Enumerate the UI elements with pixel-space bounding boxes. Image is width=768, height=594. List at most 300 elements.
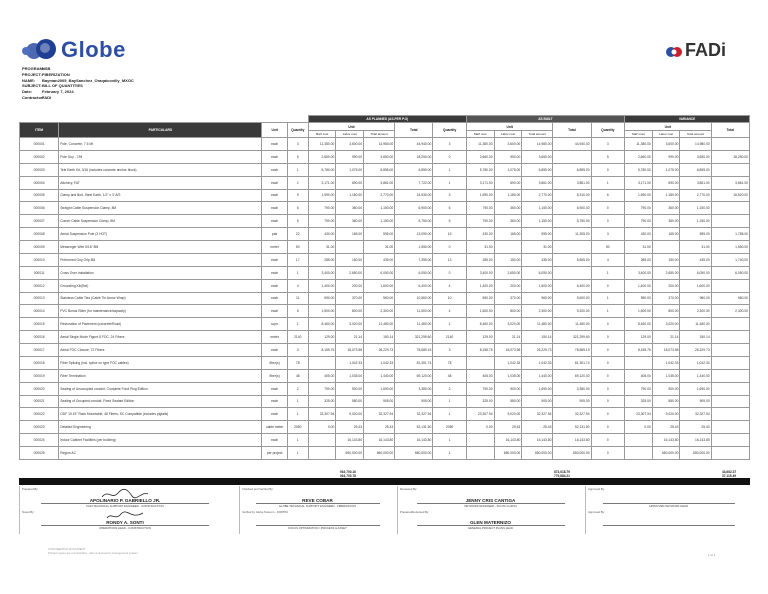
cell-ptot: 3,380.00 [395, 382, 433, 395]
cell-vt: 3,861.00 [680, 176, 711, 189]
cell-bm: 0.00 [466, 421, 494, 434]
cell-bq: 1 [433, 447, 467, 460]
cell-pt: 1,150.00 [364, 215, 395, 228]
cell-vm: 790.00 [625, 215, 653, 228]
cell-bm: 5,780.00 [466, 163, 494, 176]
signature-approved [585, 486, 751, 534]
cell-vm: 129.00 [625, 331, 653, 344]
meta-row [22, 95, 134, 101]
cell-vm: 790.00 [625, 202, 653, 215]
cell-part: Stainless Cable Ties (Cable Tie Armor Wrap) [59, 292, 262, 305]
cell-pt: 1,150.00 [364, 202, 395, 215]
meta-value: FIBERIZATION [42, 71, 70, 77]
cell-part: Fiber Splicing (incl. splice on type FOC cables) [59, 356, 262, 369]
cell-pl: 9,020.00 [336, 408, 364, 421]
cell-vtot: 3,861.00 [711, 176, 749, 189]
cell-btot: 16,143.80 [553, 434, 591, 447]
cell-bt: 6,050.00 [522, 266, 553, 279]
cell-pl: 1,075.00 [336, 163, 364, 176]
cell-bm: 790.00 [466, 215, 494, 228]
cell-vtot [711, 215, 749, 228]
table-body [20, 138, 750, 460]
cell-vl: 3,020.00 [652, 318, 680, 331]
cell-vl: 21.14 [652, 331, 680, 344]
cell-vl: 650,000.00 [652, 447, 680, 460]
cell-bt: 3,861.00 [522, 176, 553, 189]
cell-pq: 1 [287, 395, 308, 408]
cell-bl: 360.00 [494, 215, 522, 228]
bill-of-quantities-table [19, 115, 750, 460]
signature-block [19, 486, 750, 536]
cell-unit: each [262, 382, 287, 395]
cell-pm: 2,660.00 [308, 150, 336, 163]
cell-ptot: 6,855.00 [395, 163, 433, 176]
cell-item: 000025 [20, 447, 59, 460]
cell-ptot: 650,000.00 [395, 447, 433, 460]
cell-bl [494, 241, 522, 254]
cell-vm [625, 434, 653, 447]
built-total-amount-header: Total amount [522, 131, 553, 138]
cell-bm: 31.00 [466, 241, 494, 254]
table-row [20, 305, 750, 318]
cell-bt: 16,143.80 [522, 434, 553, 447]
cell-pm: 790.00 [308, 382, 336, 395]
cell-pl: 3,020.00 [336, 318, 364, 331]
table-row [20, 408, 750, 421]
cell-part: Aerial FOC Closure, 72 Fibers [59, 344, 262, 357]
cell-part: PVC Bonus Rider (for maintenance/capacity) [59, 305, 262, 318]
table-row [20, 421, 750, 434]
cell-vt: 435.00 [680, 253, 711, 266]
cell-bl: 900.00 [494, 382, 522, 395]
cell-pm: 23,307.94 [308, 408, 336, 421]
cell-vm [625, 447, 653, 460]
cell-vt: 6,050.00 [680, 266, 711, 279]
cell-btot [553, 266, 591, 279]
cell-bt: 31.00 [522, 241, 553, 254]
cell-part: Sealing of Occupied conduit, Fixed Sealant Edition [59, 395, 262, 408]
cell-pt: 905.00 [364, 395, 395, 408]
table-row [20, 434, 750, 447]
cell-vtot [711, 382, 749, 395]
cell-bt: 1,600.00 [522, 279, 553, 292]
cell-vl: 690.00 [652, 176, 680, 189]
cell-item: 000001 [20, 138, 59, 151]
cell-pm: 790.00 [308, 215, 336, 228]
cell-unit: fiber(s) [262, 356, 287, 369]
cell-item: 000006 [20, 202, 59, 215]
cell-vtot [711, 318, 749, 331]
cell-unit: each [262, 215, 287, 228]
cell-bt: 150.14 [522, 331, 553, 344]
built-unit-cost-header: Unit [466, 123, 553, 131]
totals [0, 470, 768, 486]
cell-vtot [711, 356, 749, 369]
fadi-logo [666, 40, 726, 61]
cell-vq: 0 [591, 356, 625, 369]
cell-bm: 405.00 [466, 369, 494, 382]
unit-column-header: Unit [262, 123, 287, 138]
cell-btot: 11,480.00 [553, 318, 591, 331]
cell-bl: 165.00 [494, 228, 522, 241]
signature-caption: Verified by Globe Telecom - FDP/PM: [242, 510, 289, 514]
cell-bl: 2,650.00 [494, 266, 522, 279]
cell-pq: 3 [287, 138, 308, 151]
cell-pq: 1 [287, 447, 308, 460]
cell-vt: 595.00 [680, 228, 711, 241]
cell-pt: 650,000.00 [364, 447, 395, 460]
cell-vq: 0 [591, 318, 625, 331]
cell-vl: 900.00 [652, 382, 680, 395]
cell-bl: 1,035.00 [494, 369, 522, 382]
planned-total-header: Total [395, 123, 433, 138]
cell-vm: 3,171.00 [625, 176, 653, 189]
cell-pt: 2,300.00 [364, 305, 395, 318]
cell-vm: 1,500.00 [625, 305, 653, 318]
cell-pm: 325.00 [308, 395, 336, 408]
cell-vt: 650,000.00 [680, 447, 711, 460]
as-planned-header: AS PLANNED (AS-PER P.O) [308, 116, 466, 123]
cell-bl: 650,000.00 [494, 447, 522, 460]
cell-bt: 1,440.00 [522, 369, 553, 382]
cell-pl: 150.00 [336, 253, 364, 266]
cell-pl: 990.00 [336, 150, 364, 163]
cell-pl: 580.00 [336, 395, 364, 408]
signature-title: FOCUS OPTIMIZATION / PROCESS & ASSET [288, 526, 347, 530]
cell-unit: pair [262, 228, 287, 241]
cell-vm: 8,460.00 [625, 318, 653, 331]
meta-value: FADI [42, 94, 52, 100]
cell-pt: 1,042.33 [364, 356, 395, 369]
cell-vq: 1 [591, 176, 625, 189]
cell-vq: 0 [591, 202, 625, 215]
cell-bm: 23,307.94 [466, 408, 494, 421]
cell-vm: 590.00 [625, 292, 653, 305]
cell-pm: 3,171.00 [308, 176, 336, 189]
signature-caption: Approved By: [588, 487, 605, 491]
cell-ptot: 18,250.00 [395, 150, 433, 163]
cell-vtot: 1,740.00 [711, 253, 749, 266]
cell-bm: 3,400.00 [466, 266, 494, 279]
cell-bl: 1,042.33 [494, 356, 522, 369]
cell-pl: 21.14 [336, 331, 364, 344]
cell-vl: 200.00 [652, 279, 680, 292]
cell-bm [466, 356, 494, 369]
cell-unit: each [262, 176, 287, 189]
built-total-1: 873,018.79 [554, 470, 570, 474]
cell-btot: 11,305.00 [553, 228, 591, 241]
cell-bl: 690.00 [494, 176, 522, 189]
table-row [20, 279, 750, 292]
cell-vtot [711, 408, 749, 421]
cell-pt: 2,770.00 [364, 189, 395, 202]
fadi-logo-icon [666, 45, 682, 57]
cell-pt: 32,327.94 [364, 408, 395, 421]
built-labor-header: Labor cost [494, 131, 522, 138]
variance-total-header: Total [711, 123, 749, 138]
cell-ptot: 6,900.00 [395, 202, 433, 215]
cell-vt: 31.00 [680, 241, 711, 254]
cell-vtot [711, 163, 749, 176]
cell-pl: 650,000.00 [336, 447, 364, 460]
table-row [20, 163, 750, 176]
cell-unit: each [262, 266, 287, 279]
table-row [20, 395, 750, 408]
cell-item: 000002 [20, 150, 59, 163]
cell-pm [308, 447, 336, 460]
cell-bt: 26,229.73 [522, 344, 553, 357]
cell-bm: 8,460.00 [466, 318, 494, 331]
cell-ptot: 81,301.74 [395, 356, 433, 369]
cell-item: 000018 [20, 356, 59, 369]
cell-vq: 5 [591, 150, 625, 163]
planned-total-amount-header: Total amount [364, 131, 395, 138]
cell-bt: 595.00 [522, 228, 553, 241]
cell-part: Corner Cable Suspension Clamp, 8M [59, 215, 262, 228]
cell-ptot: 321,299.60 [395, 331, 433, 344]
cell-pt: 16,143.80 [364, 434, 395, 447]
meta-value: Bayman2005_BaySanchez_Oraqaicovilly_MXOC [42, 77, 134, 83]
built-total-header: Total [553, 123, 591, 138]
cell-pl: 165.00 [336, 228, 364, 241]
cell-vq: 1 [591, 305, 625, 318]
cell-bl: 580.00 [494, 395, 522, 408]
cell-vl: 800.00 [652, 305, 680, 318]
cell-part: Indoor Cabinet Facilities (per building) [59, 434, 262, 447]
cell-item: 000011 [20, 266, 59, 279]
cell-unit: each [262, 138, 287, 151]
cell-item: 000020 [20, 382, 59, 395]
cell-pq: 9 [287, 189, 308, 202]
cell-item: 000024 [20, 434, 59, 447]
cell-vt: 1,690.00 [680, 382, 711, 395]
table-row [20, 447, 750, 460]
signature-title: FADI TECHNICAL SUPPORT ENGINEER - CONSTRUCTION [86, 504, 164, 508]
cell-vtot [711, 395, 749, 408]
fadi-logo-text: FADi [685, 40, 727, 60]
table-row [20, 382, 750, 395]
cell-unit: each [262, 150, 287, 163]
cell-ptot: 6,400.00 [395, 279, 433, 292]
cell-btot: 321,299.60 [553, 331, 591, 344]
cell-bl: 9,020.00 [494, 408, 522, 421]
cell-bl: 16,143.80 [494, 434, 522, 447]
cell-bl: 18,073.98 [494, 344, 522, 357]
cell-vtot [711, 421, 749, 434]
cell-bm: 1,590.00 [466, 189, 494, 202]
variance-total-1: 43,682.37 [722, 470, 737, 474]
cell-bq: 0 [433, 266, 467, 279]
cell-vtot [711, 344, 749, 357]
variance-material-header: Mat'l cost [625, 131, 653, 138]
cell-part: Sealing of Unoccupied conduit, Complete Fond Plug Edition [59, 382, 262, 395]
cell-vtot [711, 279, 749, 292]
cell-vm: 8,155.75 [625, 344, 653, 357]
cell-vq: 0 [591, 395, 625, 408]
cell-pm: 1,500.00 [308, 305, 336, 318]
cell-vtot: 1,785.00 [711, 228, 749, 241]
cell-item: 000022 [20, 408, 59, 421]
cell-vl: 370.00 [652, 292, 680, 305]
cell-unit: each [262, 292, 287, 305]
cell-pq: 1 [287, 163, 308, 176]
cell-bq: 0 [433, 150, 467, 163]
cell-bq: 1 [433, 408, 467, 421]
table-row [20, 266, 750, 279]
cell-ptot: 32,327.94 [395, 408, 433, 421]
cell-vt: 26,229.73 [680, 344, 711, 357]
cell-pq: 78 [287, 356, 308, 369]
cell-vm: 31.00 [625, 241, 653, 254]
cell-pl: 690.00 [336, 176, 364, 189]
cell-btot: 5,655.00 [553, 253, 591, 266]
cell-bl: 370.00 [494, 292, 522, 305]
cell-bl: 25.43 [494, 421, 522, 434]
cell-pl [336, 241, 364, 254]
table-row [20, 150, 750, 163]
cell-vtot: 6,050.00 [711, 266, 749, 279]
cell-pm: 0.00 [308, 421, 336, 434]
cell-vt: 14,980.00 [680, 138, 711, 151]
cell-btot: 52,131.50 [553, 421, 591, 434]
cell-unit: each [262, 253, 287, 266]
cell-part: Tele Earth Kit, 3/16 (includes concrete anchor block) [59, 163, 262, 176]
document-meta [22, 66, 134, 101]
cell-vtot [711, 138, 749, 151]
cell-pm: 790.00 [308, 202, 336, 215]
built-quantity-header: Quantity [433, 123, 467, 138]
cell-unit: each [262, 202, 287, 215]
cell-vq: 0 [591, 382, 625, 395]
cell-bq: 13 [433, 253, 467, 266]
cell-bq: 1 [433, 434, 467, 447]
cell-pq: 48 [287, 369, 308, 382]
cell-pt: 31.00 [364, 241, 395, 254]
cell-pt: 6,050.00 [364, 266, 395, 279]
cell-btot: 6,400.00 [553, 279, 591, 292]
meta-key: PROJECT: [22, 71, 42, 77]
cell-bm: 325.00 [466, 395, 494, 408]
cell-pm: 5,780.00 [308, 163, 336, 176]
cell-vm: 285.00 [625, 253, 653, 266]
cell-pm: 31.00 [308, 241, 336, 254]
cell-vm: 790.00 [625, 382, 653, 395]
table-row [20, 253, 750, 266]
cell-pt: 1,600.00 [364, 279, 395, 292]
cell-part: Aerial Single Mode Figure 8 FOC, 24 Fibers [59, 331, 262, 344]
cell-pl: 800.00 [336, 305, 364, 318]
cell-pt: 11,480.00 [364, 318, 395, 331]
cell-pq: 1 [287, 266, 308, 279]
cell-bq: 48 [433, 369, 467, 382]
cell-vm [625, 356, 653, 369]
cell-unit: each [262, 434, 287, 447]
cell-vt: 32,327.94 [680, 408, 711, 421]
planned-total-1: 916,700.16 [340, 470, 356, 474]
cell-unit: each [262, 408, 287, 421]
cell-bl: 800.00 [494, 305, 522, 318]
cell-bt: 1,690.00 [522, 382, 553, 395]
cell-ptot: 7,395.00 [395, 253, 433, 266]
signature-name: JENNY CRIS CANTIGA [465, 498, 516, 503]
cell-pm: 8,155.75 [308, 344, 336, 357]
cell-vq: 50 [591, 241, 625, 254]
cell-pl: 200.00 [336, 279, 364, 292]
signature-title: GENERAL PROJECT PLANS LEAD [467, 526, 514, 530]
cell-vtot [711, 434, 749, 447]
header-row-columns [20, 123, 750, 131]
cell-pm: 285.00 [308, 253, 336, 266]
cell-item: 000004 [20, 176, 59, 189]
cell-vl: 16,143.80 [652, 434, 680, 447]
built-total-2: 779,684.21 [554, 474, 570, 478]
cell-vtot: 16,620.00 [711, 189, 749, 202]
cell-bm: 3,171.00 [466, 176, 494, 189]
cell-pm: 129.00 [308, 331, 336, 344]
cell-vtot: 2,300.00 [711, 305, 749, 318]
cell-part: Restoration of Pavement (concrete/Road) [59, 318, 262, 331]
cell-part: Preformed Guy Grip 8M [59, 253, 262, 266]
cell-bt: 11,480.00 [522, 318, 553, 331]
cell-pm: 430.00 [308, 228, 336, 241]
cell-pm: 590.00 [308, 292, 336, 305]
cell-bm: 590.00 [466, 292, 494, 305]
cell-part: Attchery, FAT [59, 176, 262, 189]
signature-title: NETWORK ENGINEER - SOUTH LUZON [464, 504, 517, 508]
cell-ptot: 24,930.00 [395, 189, 433, 202]
cell-part: Fiber Termination [59, 369, 262, 382]
cell-vq: 0 [591, 421, 625, 434]
cell-pl: 25.43 [336, 421, 364, 434]
table-row [20, 138, 750, 151]
signature-caption: Checked and Verified By: [242, 487, 274, 491]
cell-pm: 1,590.00 [308, 189, 336, 202]
cell-vq: 6 [591, 189, 625, 202]
cell-vt: 1,150.00 [680, 215, 711, 228]
cell-ptot: 44,940.00 [395, 138, 433, 151]
cell-bl: 21.14 [494, 331, 522, 344]
cell-part: Pole Guy - 7/M [59, 150, 262, 163]
cell-item: 000013 [20, 292, 59, 305]
cell-vm: 430.00 [625, 228, 653, 241]
cell-vq: 0 [591, 215, 625, 228]
cell-bq: 4 [433, 279, 467, 292]
cell-vq: 0 [591, 369, 625, 382]
table-row [20, 356, 750, 369]
cell-ptot: 11,480.00 [395, 318, 433, 331]
cell-vt: 150.14 [680, 331, 711, 344]
cell-vtot [711, 202, 749, 215]
cell-unit: each [262, 305, 287, 318]
cell-bm: 8,155.75 [466, 344, 494, 357]
meta-key: PROGRAM: [22, 66, 45, 71]
cell-bq: 19 [433, 228, 467, 241]
cell-bq: 10 [433, 292, 467, 305]
cell-btot: 81,301.74 [553, 356, 591, 369]
cell-bl: 3,020.00 [494, 318, 522, 331]
signature-caption: Prepared/Endorsed By: [400, 510, 430, 514]
cell-bm [466, 447, 494, 460]
cell-part: Detailed Engineering [59, 421, 262, 434]
cell-btot [553, 150, 591, 163]
variance-labor-header: Labor cost [652, 131, 680, 138]
cell-vt: 2,770.00 [680, 189, 711, 202]
signature-caption: Prepared By: [22, 487, 39, 491]
cell-ptot: 10,560.00 [395, 292, 433, 305]
cell-bm: 285.00 [466, 253, 494, 266]
particulars-column-header: PARTICULARS [59, 123, 262, 138]
cell-pt: 25.43 [364, 421, 395, 434]
